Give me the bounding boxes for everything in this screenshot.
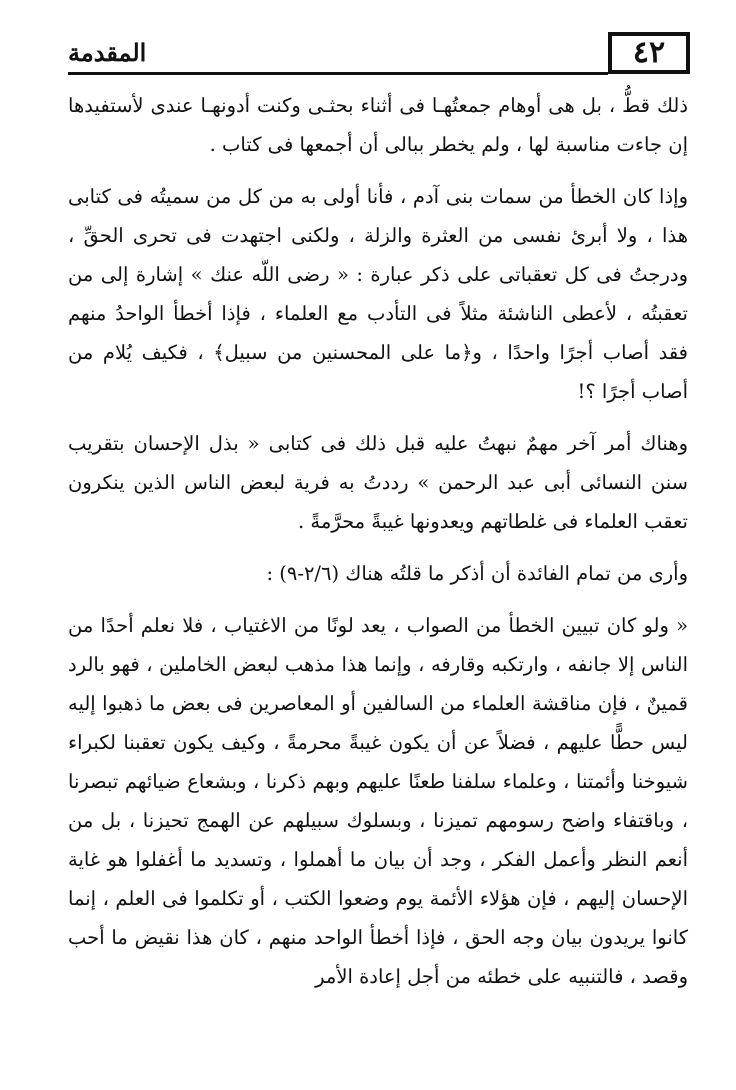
paragraph-4: وأرى من تمام الفائدة أن أذكر ما قلتُه هناك (٢/٦-٩) :: [266, 562, 688, 585]
paragraph-2: وإذا كان الخطأ من سمات بنى آدم ، فأنا أولى به من كل من سميتُه فى كتابى هذا ، ولا أبرئ نفسى من العثرة والزلة ، ولكنى اجتهدت فى تحرى الحقِّ ، ودرجتُ فى كل تعقباتى على ذكر عبارة : « رضى اللّه عنك » إشارة إلى من تعقبتُه ، لأعطى الناشئة مثلاً فى التأدب مع العلماء ، فإذا أخطأ الواحدُ منهم فقد أصاب أجرًا واحدًا ، و﴿ما على المحسنين من سبيل﴾ ، فكيف يُلام من أصاب أجرًا ؟!: [68, 185, 688, 403]
page-body: [68, 86, 688, 1076]
page-number: ٤٢: [608, 32, 690, 74]
paragraph-1: ذلك قطُّ ، بل هى أوهام جمعتُهـا فى أثناء بحثـى وكنت أدونهـا عندى لأستفيدها إن جاءت مناسبة لها ، ولم يخطر ببالى أن أجمعها فى كتاب .: [68, 94, 688, 156]
paragraph-3: وهناك أمر آخر مهمٌ نبهتُ عليه قبل ذلك فى كتابى « بذل الإحسان بتقريب سنن النسائى أبى عبد الرحمن » رددتُ به فرية لبعض الناس الذين ينكرون تعقب العلماء فى غلطاتهم ويعدونها غيبةً محرَّمةً .: [68, 432, 688, 533]
chapter-title: المقدمة: [68, 38, 147, 67]
page-header: [68, 30, 688, 78]
quoted-paragraph: « ولو كان تبيين الخطأ من الصواب ، يعد لونًا من الاغتياب ، فلا نعلم أحدًا من الناس إلا جانفه ، وارتكبه وقارفه ، وإنما هذا مذهب لبعض الخاملين ، فهو بالرد قمينٌ ، فإن مناقشة العلماء من السالفين أو المعاصرين فى بعض ما ذهبوا إليه ليس حطًّا عليهم ، فضلاً عن أن يكون غيبةً محرمةً ، وكيف يكون تعقبنا لكبراء شيوخنا وأئمتنا ، وعلماء سلفنا طعنًا عليهم وبهم ذكرنا ، وبشعاع ضيائهم تبصرنا ، وباقتفاء واضح رسومهم تميزنا ، وبسلوك سبيلهم عن الهمج تحيزنا ، بل من أنعم النظر وأعمل الفكر ، وجد أن بيان ما أهملوا ، وتسديد ما أغفلوا هو غاية الإحسان إليهم ، فإن هؤلاء الأئمة يوم وضعوا الكتب ، أو تكلموا فى العلم ، إنما كانوا يريدون بيان وجه الحق ، فإذا أخطأ الواحد منهم ، كان هذا نقيض ما أحب وقصد ، فالتنبيه على خطئه من أجل إعادة الأمر: [68, 614, 688, 988]
header-rule: [68, 72, 608, 75]
